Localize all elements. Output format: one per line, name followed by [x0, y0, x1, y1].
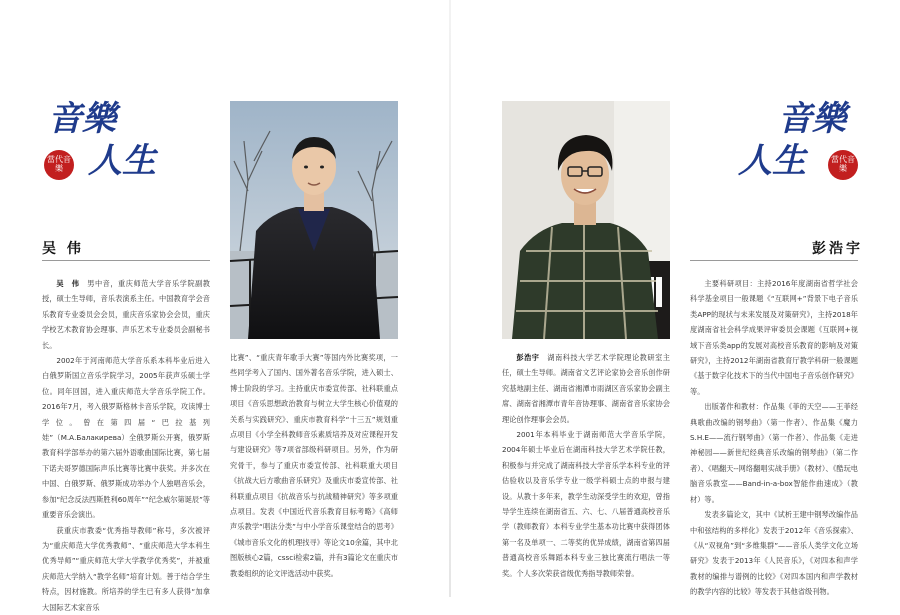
person-name: 吴 伟	[42, 241, 84, 257]
logo-line-1: 音樂	[778, 99, 846, 139]
bio-caption-name: 吴 伟	[56, 279, 80, 288]
left-page	[0, 0, 450, 612]
bio-paragraph-1: 湖南科技大学艺术学院理论教研室主任，硕士生导师。湖南省文艺评论家协会音乐创作研究基地副主任、湖南省湘潭市雨湖区音乐家协会副主席、湖南省湘潭市青年音协理事、湖南省音乐家协会理论创作理事会会员。	[502, 353, 670, 424]
portrait-photo-peng-haoyu	[502, 101, 670, 339]
portrait-photo-wu-wei	[230, 101, 398, 339]
logo-line-1: 音樂	[48, 99, 116, 139]
logo-seal: 當代音樂	[828, 150, 858, 180]
bio-column-1	[502, 350, 670, 581]
bio-paragraph-2: 2001年本科毕业于湖南师范大学音乐学院，2004年硕士毕业后在湖南科技大学艺术学院任教，积极参与并完成了湖南科技大学音乐学本科专业的评估验收以及音乐学专业一级学科硕士点的申报与建设。从教十多年来，教学生动深受学生的欢迎，曾指导学生连续在湖南省五、六、七、八届普通高校音乐学（教师教育）本科专业学生基本功比赛中获得团体第一名及单项一、二等奖的优异成绩，湖南省第四届普通高校音乐舞蹈本科专业三独比赛流行唱法一等奖。个人多次荣获省级优秀指导教师荣誉。	[502, 430, 670, 578]
portrait-image	[502, 101, 670, 339]
person-name: 彭浩宇	[812, 241, 863, 257]
bio-paragraph-3: 获重庆市教委“优秀指导教师”称号，多次被评为“重庆师范大学优秀教师”、“重庆师范大学本科生优秀导师”“重庆师范大学大学教学优秀奖”，并被重庆师范大学纳入“教学名师”培育计划。善于结合学生特点，因材施教。所培养的学生已有多人获得“加拿大国际艺术家音乐	[42, 525, 210, 612]
music-life-logo	[42, 100, 172, 190]
logo-seal: 當代音樂	[44, 150, 74, 180]
name-divider	[42, 260, 210, 261]
music-life-logo	[732, 100, 862, 190]
bio-caption-name: 彭浩宇	[516, 353, 540, 362]
portrait-image	[230, 101, 398, 339]
logo-line-2: 人生	[88, 141, 156, 181]
bio-column-1	[42, 276, 210, 615]
bio-paragraph-3: 主要科研项目：主持2016年度湖南省哲学社会科学基金项目一般课题《“互联网+”背景下电子音乐类APP的现状与未来发展及对策研究》，主持2018年度湖南省社会科学成果评审委员会课题《互联网+视域下音乐类app的发展对高校音乐教育的影响及对策研究》，主持2012年湖南省教育厅教学科研一般课题《基于数字化技术下的当代中国电子音乐创作研究》等。	[690, 279, 858, 396]
right-page	[450, 0, 900, 597]
bio-paragraph-2: 2002年于河南师范大学音乐系本科毕业后进入白俄罗斯国立音乐学院学习，2005年获声乐硕士学位。同年回国，进入重庆师范大学音乐学院工作。2016年7月，考入俄罗斯格林卡音乐学院，攻读博士学位。曾在第四届“巴拉基列娃”（М.А.Балакирева）全俄罗斯公开赛，俄罗斯教育科学部举办的第六届外语歌曲国际比赛，第七届下诺夫哥罗德国际声乐比赛等比赛中获奖。并多次在中国、白俄罗斯、俄罗斯成功举办个人独唱音乐会，参加“纪念反法西斯胜利60周年”“纪念威尔第诞辰”等重要音乐会演出。	[42, 356, 210, 520]
bio-paragraph-1: 男中音，重庆师范大学音乐学院副教授，硕士生导师，音乐表演系主任。中国教育学会音乐教育专业委员会会员，重庆音乐家协会会员，重庆学校艺术教育协会理事、声乐艺术专业委员会副秘书长。	[42, 279, 210, 350]
bio-column-2	[690, 276, 858, 600]
name-divider	[690, 260, 858, 261]
bio-column-2: 比赛”、“重庆青年歌手大赛”等国内外比赛奖项，一些同学考入了国内、国外著名音乐学院，进入硕士、博士阶段的学习。主持重庆市委宣传部、社科联重点项目《音乐思想政治教育与树立大学生核心价值观的关系与实践研究》、重庆市教育科学“十三五”规划重点项目《小学全科教师音乐素质培养及对应课程开发与建设研究》等7项省部级科研项目。另外，作为研究骨干，参与了重庆市委宣传部、社科联重大项目《抗战大后方歌曲音乐研究》及重庆市委宣传部、社科联重点项目《抗战音乐与抗战精神研究》等多项重点项目。发表《中国近代音乐教育目标考略》《高师声乐教学“唱法分类”与中小学音乐课堂结合的思考》《城市音乐文化的机理找寻》等论文10余篇，其中北图版核心2篇，cssci检索2篇，并有3篇论文在重庆市教委组织的论文评选活动中获奖。	[230, 353, 398, 578]
logo-line-2: 人生	[738, 141, 806, 181]
bio-paragraph-4: 出版著作和教材：作品集《菲的天空——王菲经典歌曲改编的钢琴曲》（第一作者）、作品集《魔力S.H.E——流行钢琴曲》（第一作者）、作品集《走进神秘园——新世纪经典音乐改编的钢琴曲》（第二作者）、《唱翻天--网络翻唱实战手册》（教材）、《酷玩电脑音乐教室——Band-in-a-box智能作曲速成》（教材）等。	[690, 402, 858, 504]
bio-paragraph-5: 发表多篇论文，其中《试析王建中钢琴改编作品中和弦结构的多样化》发表于2012年《音乐探索》、《从“双视角”到“多维集群”——音乐人类学文化立场研究》发表于2013年《人民音乐》，《对四本和声学教材的编排与谱例的比较》《对四本国内和声学教材的教学内容的比较》等发表于其他省级刊物。	[690, 510, 858, 597]
